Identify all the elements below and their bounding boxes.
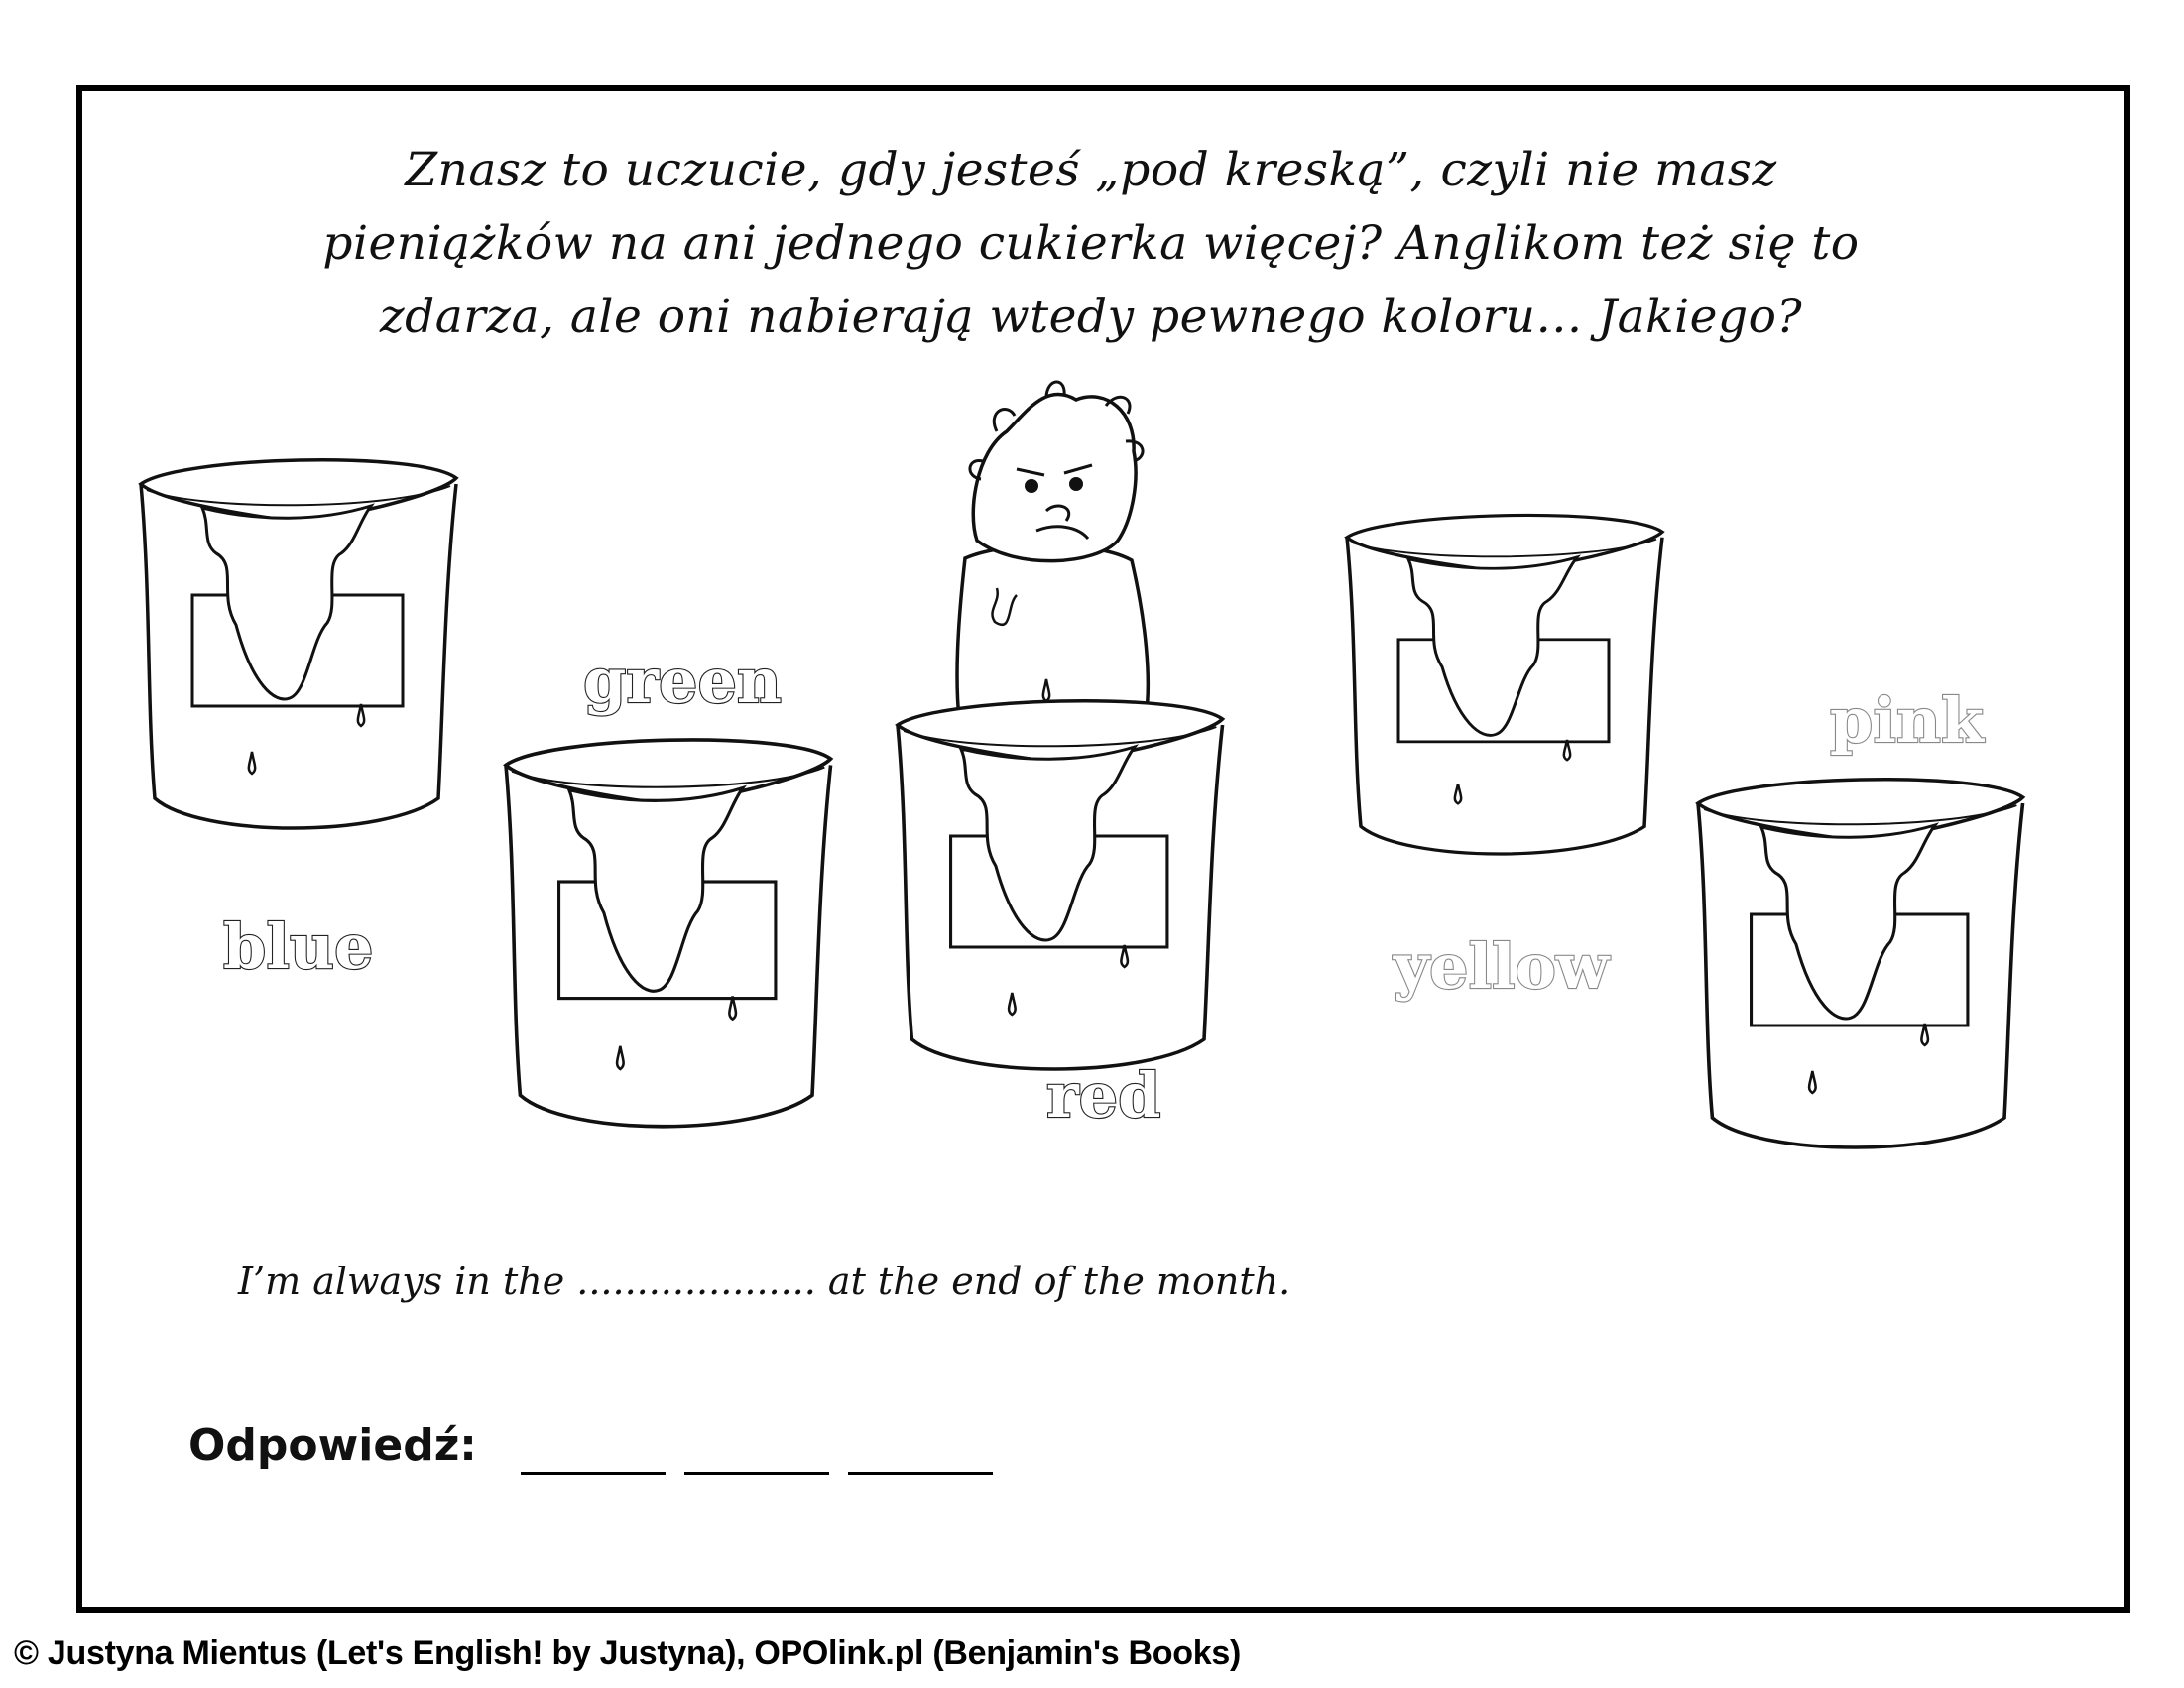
color-label-red: red (1046, 1059, 1161, 1132)
color-label-blue: blue (223, 910, 374, 983)
color-label-green: green (583, 645, 782, 717)
color-label-pink: pink (1830, 684, 1984, 757)
paint-can-blue (141, 460, 456, 828)
answer-blank-1[interactable] (521, 1472, 666, 1475)
intro-line-1: Znasz to uczucie, gdy jesteś „pod kreską”, czyli nie masz (405, 143, 1777, 197)
paint-can-red (898, 701, 1223, 1069)
answer-blank-3[interactable] (848, 1472, 993, 1475)
boy-in-paint-can (957, 382, 1148, 719)
intro-line-3: zdarza, ale oni nabierają wtedy pewnego koloru… Jakiego? (379, 290, 1803, 344)
color-label-yellow: yellow (1394, 930, 1610, 1003)
fill-in-sentence: I’m always in the .................... at the end of the month. (238, 1260, 1291, 1303)
answer-blank-2[interactable] (684, 1472, 829, 1475)
answer-label: Odpowiedź: (188, 1420, 477, 1471)
paint-can-yellow (1347, 515, 1662, 854)
paint-can-pink (1698, 780, 2023, 1147)
intro-line-2: pieniążków na ani jednego cukierka więcej? Anglikom też się to (322, 216, 1860, 271)
copyright-notice: © Justyna Mientus (Let's English! by Justyna), OPOlink.pl (Benjamin's Books) (14, 1634, 1241, 1672)
paint-can-green (506, 740, 831, 1127)
